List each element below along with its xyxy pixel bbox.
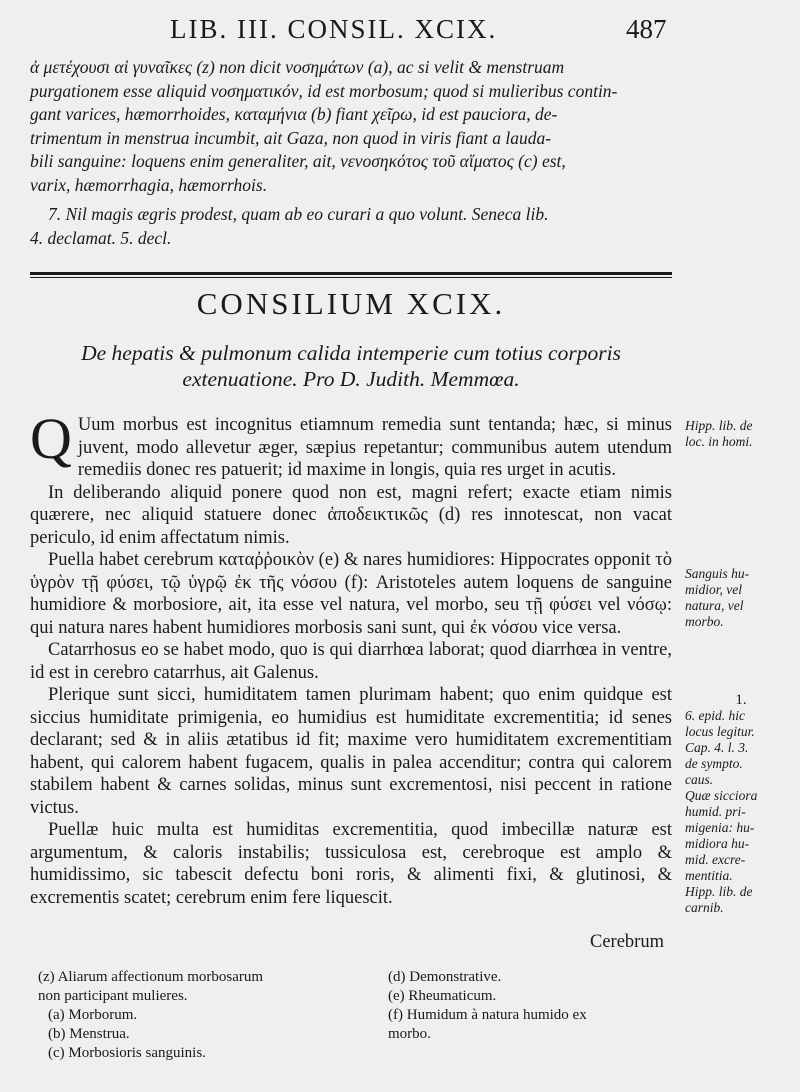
paragraph-text: Uum morbus est incognitus etiamnum remedia sunt tentanda; hæc, si minus juvent, modo allevetur æger, sæpius repetantur; communibus autem utendum remediis donec res patuerit; id maxime in longis, quia res urget in acutis.	[77, 415, 672, 480]
footnote: (e) Rheumaticum.	[388, 988, 497, 1004]
paragraph: Plerique sunt sicci, humiditatem tamen plurimam habent; quo enim quidque est siccius humiditate primigenia, eo humidius est humiditate excrementitia; id senes declarant; sed & in aliis ætatibus id fit; maxime vero humiditatem excrementitiam habent, qui calorem habent fugacem, qualis in palea accenditur; contra qui calorem stabilem habent & carnes solidas, minus sunt excrementosi, nisi peccent in ratione victus.	[30, 685, 672, 818]
footnote: (a) Morborum.	[48, 1007, 138, 1023]
side-note-line: caus.	[685, 772, 714, 787]
side-note-line: Sanguis hu-	[685, 566, 750, 581]
note-line: gant varices, hæmorrhoides, καταμήνια (b) fiant χεῖρω, id est pauciora, de-	[30, 104, 558, 124]
side-note-line: loc. in homi.	[685, 434, 753, 449]
consilium-body	[30, 406, 672, 909]
section-rule	[30, 272, 672, 275]
side-note-number: 1.	[735, 692, 747, 708]
side-note-line: de sympto.	[685, 756, 743, 771]
side-note-line: mid. excre-	[685, 852, 746, 867]
side-note-epid	[685, 692, 797, 916]
note-line: varix, hæmorrhagia, hæmorrhois.	[30, 174, 268, 195]
paragraph: Puellæ huic multa est humiditas excrementitia, quod imbecillæ naturæ est argumentum, & caloris instabilis; tussiculosa est, cerebroque est amplo & humidissimo, sic tabescit defectu boni roris, & alimenti fixi, & glutinosi, & excrementis scatet; cerebrum enim fere liquescit.	[30, 820, 672, 908]
side-note-line: Hipp. lib. de	[685, 884, 753, 899]
section-rule-thin	[30, 277, 672, 278]
side-note-line: humid. pri-	[685, 804, 746, 819]
side-note-sanguis	[685, 566, 797, 630]
footnote: (b) Menstrua.	[48, 1026, 130, 1042]
footnote: (c) Morbosioris sanguinis.	[48, 1045, 206, 1061]
paragraph	[30, 406, 672, 482]
footnote: (d) Demonstrative.	[388, 969, 502, 985]
footnotes-right-column	[388, 968, 688, 1044]
footnote: non participant mulieres.	[38, 988, 188, 1004]
side-note-line: morbo.	[685, 614, 724, 629]
subtitle-line: extenuatione. Pro D. Judith. Memmœa.	[182, 367, 520, 391]
side-note-line: natura, vel	[685, 598, 744, 613]
side-note-line: midior, vel	[685, 582, 742, 597]
side-note-line: mentitia.	[685, 868, 733, 883]
note-item-7-cont: 4. declamat. 5. decl.	[30, 227, 172, 248]
side-note-line: midiora hu-	[685, 836, 750, 851]
side-note-line: Hipp. lib. de	[685, 418, 753, 433]
page-number: 487	[626, 14, 667, 44]
note-line: purgationem esse aliquid νοσηματικόν, id est morbosum; quod si mulieribus contin-	[30, 80, 618, 101]
catchword: Cerebrum	[590, 932, 664, 952]
drop-cap: Q	[30, 406, 72, 471]
subtitle-line: De hepatis & pulmonum calida intemperie cum totius corporis	[81, 341, 621, 365]
running-head	[170, 14, 670, 45]
running-head-title: LIB. III. CONSIL. XCIX.	[170, 14, 498, 44]
side-note-line: Quæ sicciora	[685, 788, 758, 803]
consilium-title: CONSILIUM XCIX.	[196, 286, 506, 321]
footnotes-left-column	[38, 968, 358, 1063]
note-line: trimentum in menstrua incumbit, ait Gaza, non quod in viris fiant a lauda-	[30, 127, 552, 148]
side-note-line: migenia: hu-	[685, 820, 755, 835]
paragraph: Catarrhosus eo se habet modo, quo is qui diarrhœa laborat; quod diarrhœa in ventre, id est in cerebro catarrhus, ait Galenus.	[30, 640, 672, 683]
paragraph: In deliberando aliquid ponere quod non est, magni refert; exacte etiam nimis quærere, nec aliquid statuere donec ἀποδεικτικῶς (d) res innotescat, non vacat periculo, id enim affectatum nimis.	[30, 482, 672, 548]
side-note-line: locus legitur.	[685, 724, 755, 739]
side-note-line: 6. epid. hic	[685, 708, 745, 723]
consilium-subtitle	[30, 340, 672, 392]
footnote: morbo.	[388, 1026, 431, 1042]
side-note-line: carnib.	[685, 900, 724, 915]
note-item-7: 7. Nil magis ægris prodest, quam ab eo curari a quo volunt. Seneca lib.	[48, 204, 549, 224]
side-note-hipp	[685, 418, 797, 450]
note-line: bili sanguine: loquens enim generaliter, ait, νενοσηκότος τοῦ αἵματος (c) est,	[30, 151, 566, 171]
footnote: (f) Humidum à natura humido ex	[388, 1007, 587, 1023]
footnote: (z) Aliarum affectionum morbosarum	[38, 969, 264, 985]
side-note-line: Cap. 4. l. 3.	[685, 740, 749, 755]
previous-consilium-notes	[30, 56, 670, 250]
paragraph: Puella habet cerebrum καταῤῥοικὸν (e) & nares humidiores: Hippocrates opponit τὸ ὑγρὸν τῇ φύσει, τῷ ὑγρῷ ἐκ τῆς νόσου (f): Aristoteles autem loquens de sanguine humidiore & morbosiore, ait, ita esse vel natura, vel morbo, seu τῇ φύσει vel νόσῳ: qui natura nares habent humidiores morbosis sani sunt, qui ἐκ νόσου vice versa.	[30, 550, 672, 638]
note-line: ἀ μετέχουσι αἱ γυναῖκες (z) non dicit νοσημάτων (a), ac si velit & menstruam	[30, 57, 565, 77]
